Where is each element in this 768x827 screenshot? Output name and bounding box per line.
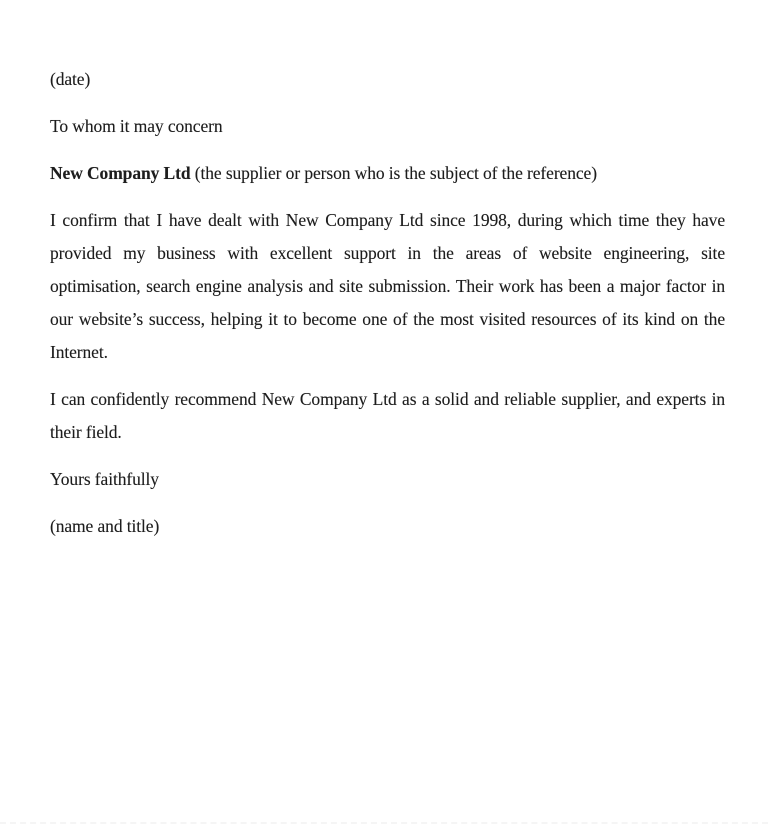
- subject-description: (the supplier or person who is the subject of the reference): [190, 163, 597, 183]
- scan-artifact-line: [0, 822, 768, 824]
- body-paragraph-2: I can confidently recommend New Company Ltd as a solid and reliable supplier, and experts in their field.: [50, 389, 725, 442]
- body-paragraph-1: I confirm that I have dealt with New Company Ltd since 1998, during which time they have provided my business with excellent support in the areas of website engineering, site optimisation, search engine analysis and site submission. Their work has been a major factor in our website’s success, helping it to become one of the most visited resources of its kind on the Internet.: [50, 210, 725, 362]
- signature-placeholder: (name and title): [50, 516, 160, 536]
- closing: Yours faithfully: [50, 469, 159, 489]
- salutation: To whom it may concern: [50, 116, 223, 136]
- date-placeholder: (date): [50, 69, 91, 89]
- subject-line: [50, 157, 725, 190]
- subject-company-name: New Company Ltd: [50, 163, 191, 183]
